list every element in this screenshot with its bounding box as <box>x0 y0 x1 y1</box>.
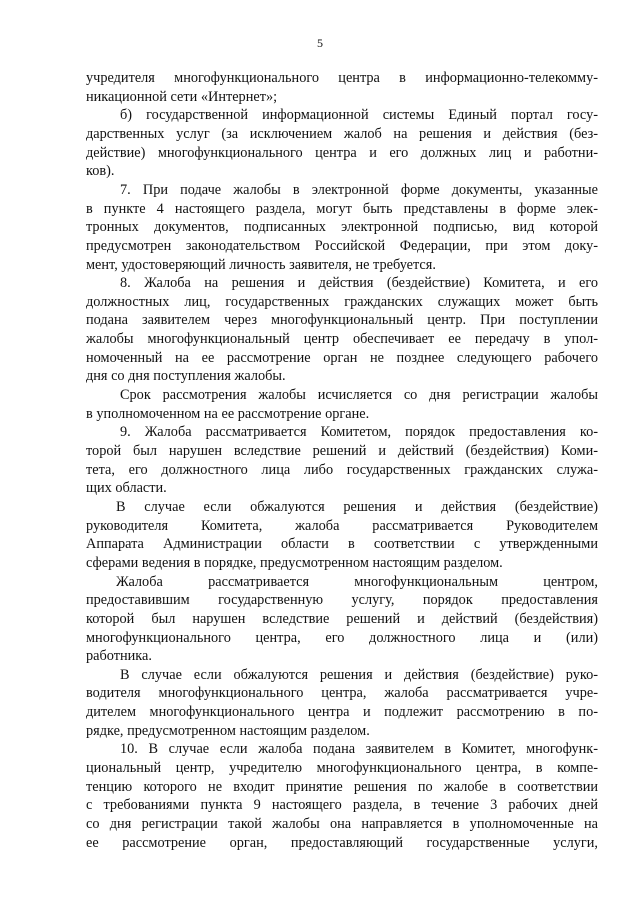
text-line: мент, удостоверяющий личность заявителя, не требуется. <box>86 256 436 273</box>
text-line: б) государственной информационной системы Единый портал госу- <box>120 107 598 124</box>
text-line: 10. В случае если жалоба подана заявителем в Комитет, многофунк- <box>120 741 598 758</box>
text-line: с требованиями пункта 9 настоящего раздела, в течение 3 рабочих дней <box>86 797 598 814</box>
text-line: В случае если обжалуются решения и действия (бездействие) <box>116 498 598 515</box>
text-line: дня со дня поступления жалобы. <box>86 368 286 385</box>
text-line: которой был нарушен вследствие решений и действий (бездействия) <box>86 610 598 627</box>
text-line: дителем многофункционального центра и подлежит рассмотрению в по- <box>86 704 598 721</box>
text-line: дарственных услуг (за исключением жалоб на решения и действия (без- <box>86 125 598 142</box>
text-line: 9. Жалоба рассматривается Комитетом, порядок предоставления ко- <box>120 424 598 441</box>
text-line: никационной сети «Интернет»; <box>86 88 278 105</box>
text-line: ков). <box>86 163 115 180</box>
text-line: Срок рассмотрения жалобы исчисляется со дня регистрации жалобы <box>120 387 598 404</box>
text-line: жалобы многофункциональный центр обеспечивает ее передачу в упол- <box>86 331 598 348</box>
text-line: в уполномоченном на ее рассмотрение органе. <box>86 405 370 422</box>
text-line: предоставившим государственную услугу, порядок предоставления <box>86 592 598 609</box>
text-line: работника. <box>86 648 152 665</box>
text-line: подана заявителем через многофункциональный центр. При поступлении <box>86 312 598 329</box>
text-line: тенцию которого не входит принятие решения по жалобе в соответствии <box>86 778 598 795</box>
text-line: учредителя многофункционального центра в информационно-телекомму- <box>86 70 598 86</box>
text-line: торой был нарушен вследствие решений и действий (бездействия) Коми- <box>86 443 598 459</box>
text-line: 7. При подаче жалобы в электронной форме документы, указанные <box>120 181 598 198</box>
text-line: многофункционального центра, его должностного лица и (или) <box>86 629 598 646</box>
text-line: руководителя Комитета, жалоба рассматривается Руководителем <box>86 517 598 534</box>
text-line: сферами ведения в порядке, предусмотренном настоящим разделом. <box>86 554 503 571</box>
page-number: 5 <box>317 36 323 50</box>
text-line: действие) многофункционального центра и его должных лиц и работни- <box>86 144 598 161</box>
text-line: щих области. <box>86 480 167 497</box>
text-line: в пункте 4 настоящего раздела, могут быть представлены в форме элек- <box>86 200 598 217</box>
text-line: В случае если обжалуются решения и действия (бездействие) руко- <box>120 666 598 683</box>
text-line: тета, его должностного лица либо государственных гражданских служа- <box>86 461 598 478</box>
text-line: 8. Жалоба на решения и действия (бездействие) Комитета, и его <box>120 275 598 292</box>
text-line: со дня регистрации такой жалобы она направляется в уполномоченные на <box>86 816 598 832</box>
text-line: циональный центр, учредителю многофункционального центра, в компе- <box>86 760 598 777</box>
text-line: ее рассмотрение орган, предоставляющий государственные услуги, <box>86 834 598 851</box>
text-line: должностных лиц, государственных гражданских служащих может быть <box>86 293 598 310</box>
text-line: Аппарата Администрации области в соответствии с утвержденными <box>86 536 598 553</box>
text-line: тронных документов, подписанных электронной подписью, вид которой <box>86 219 598 236</box>
text-line: номоченный на ее рассмотрение орган не позднее следующего рабочего <box>86 349 598 366</box>
text-line: водителя многофункционального центра, жалоба рассматривается учре- <box>86 685 598 702</box>
text-line: Жалоба рассматривается многофункциональным центром, <box>116 573 598 590</box>
text-line: предусмотрен законодательством Российской Федерации, при этом доку- <box>86 237 598 254</box>
text-line: рядке, предусмотренном настоящим разделом. <box>86 722 370 739</box>
